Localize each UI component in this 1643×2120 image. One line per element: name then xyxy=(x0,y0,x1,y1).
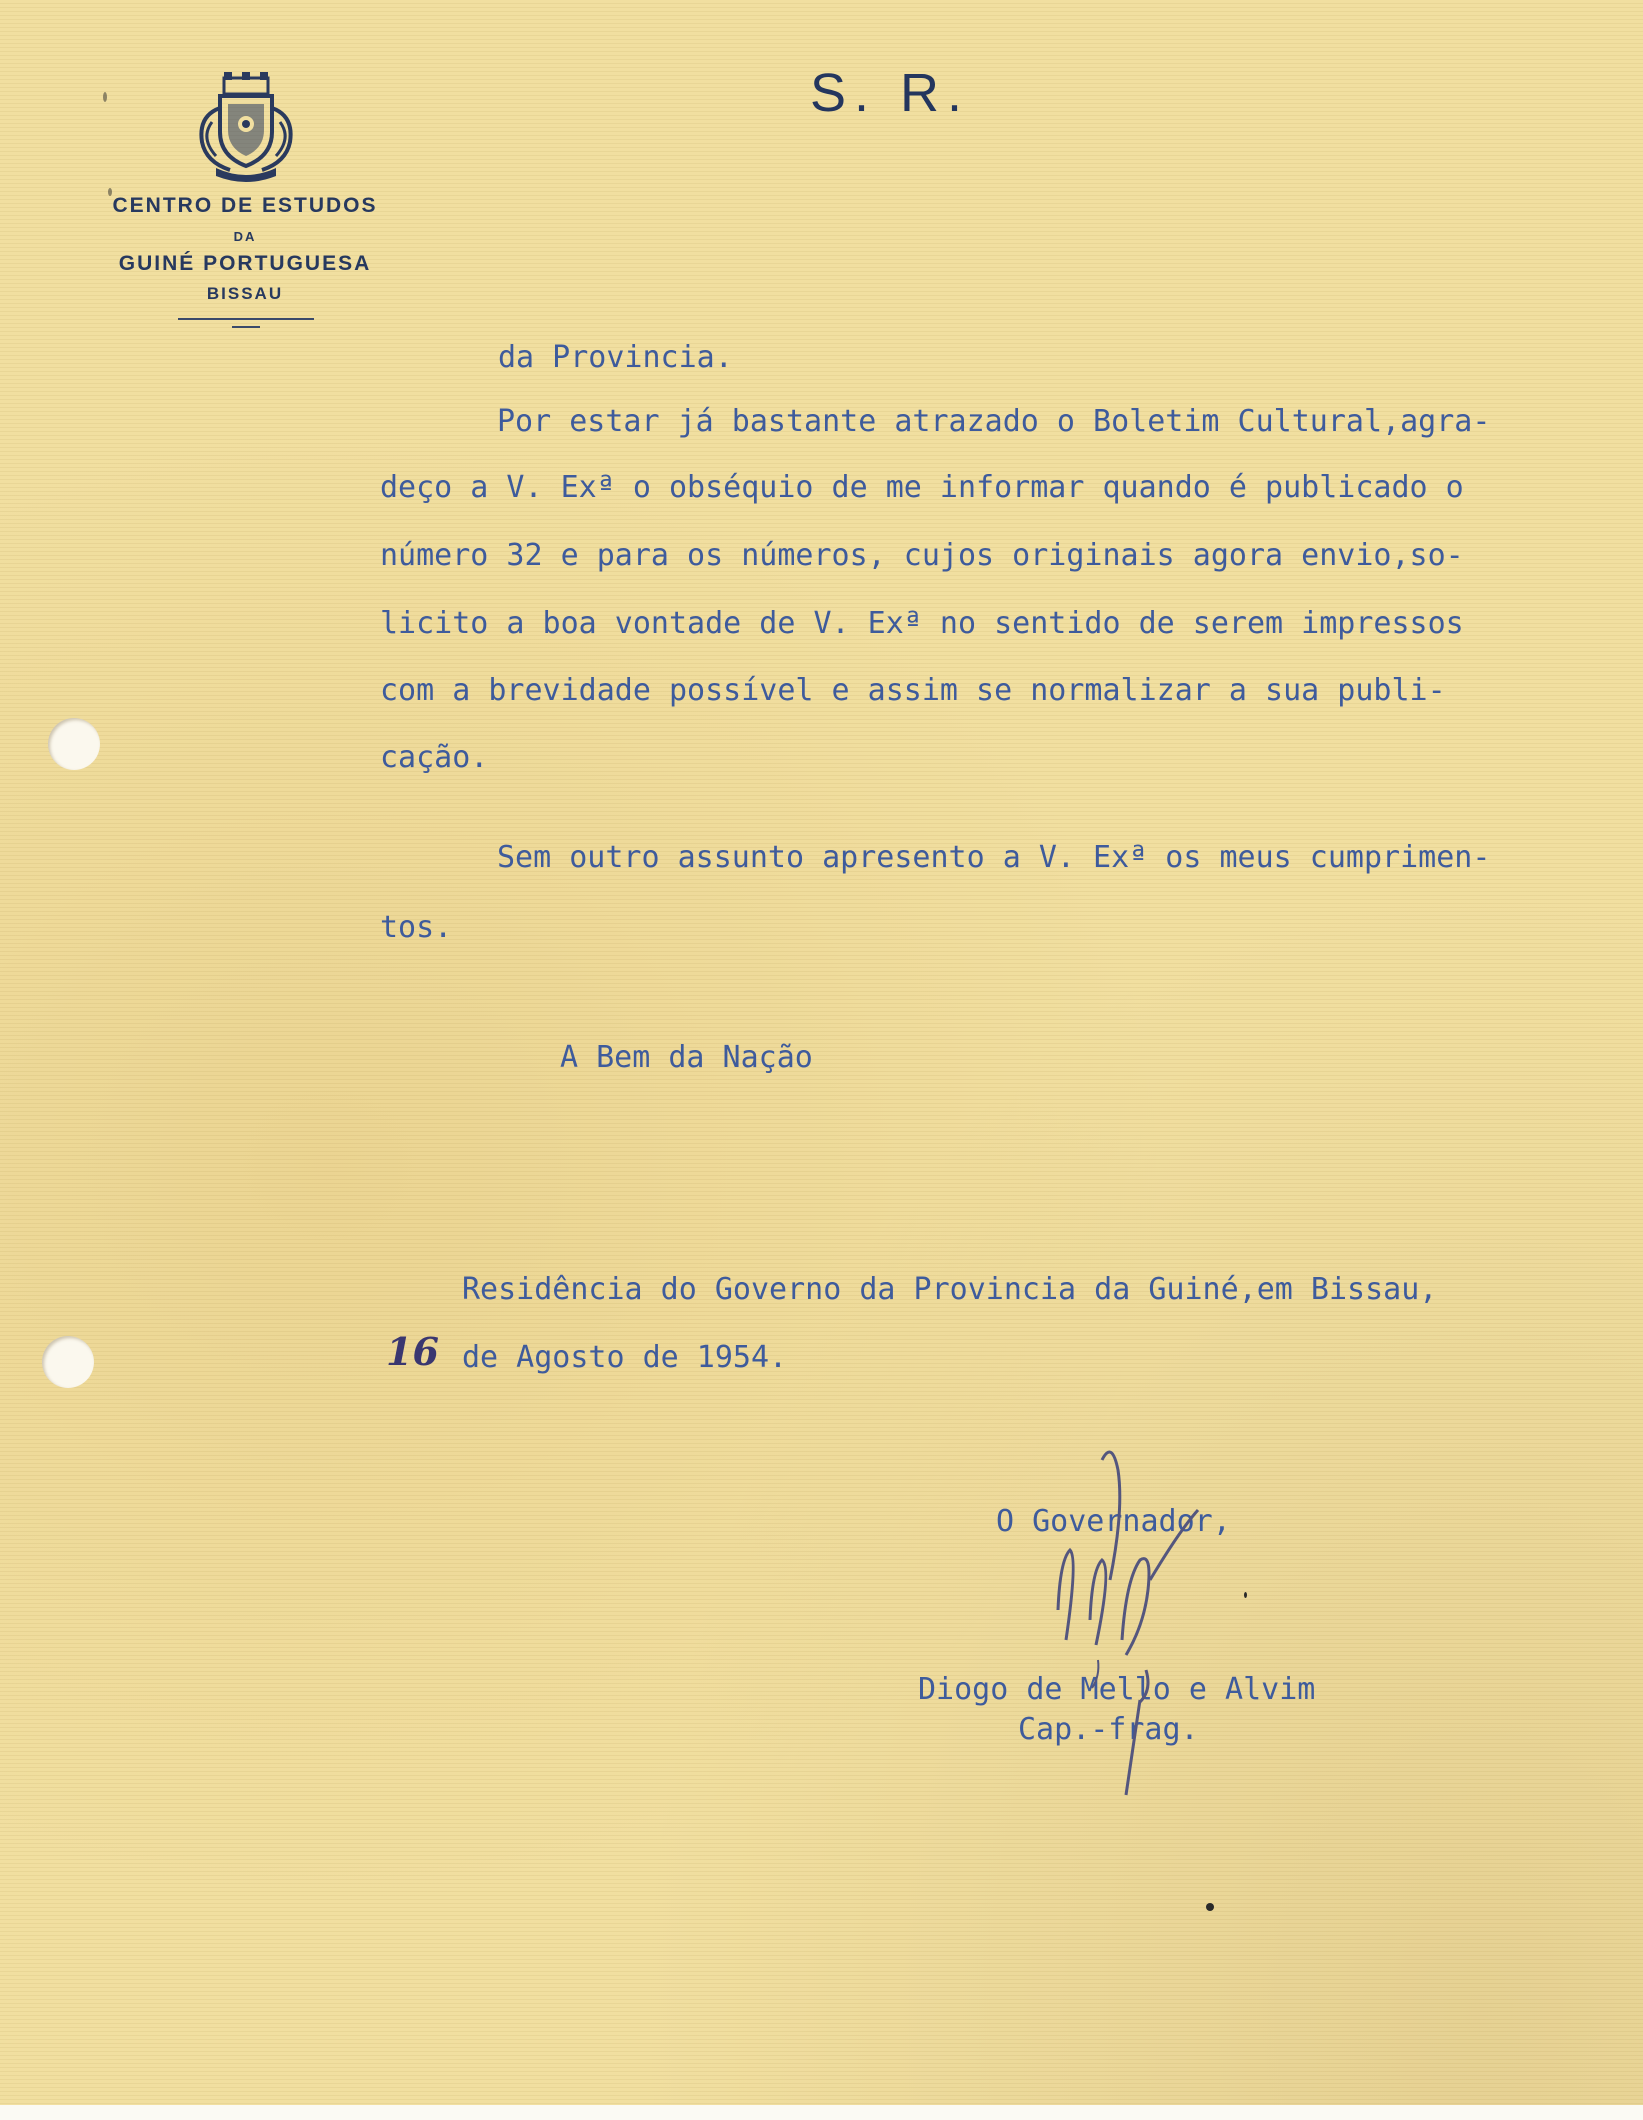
letterhead-da-line: DA xyxy=(233,229,257,244)
salutation-end: da Provincia. xyxy=(498,340,733,375)
page-bottom-edge xyxy=(0,2105,1643,2120)
signature-mark xyxy=(1030,1440,1230,1800)
ink-speck xyxy=(108,188,112,196)
closing-line-1: Sem outro assunto apresento a V. Exª os meus cumprimen- xyxy=(497,840,1491,875)
motto: A Bem da Nação xyxy=(560,1040,813,1075)
ink-speck xyxy=(1244,1592,1247,1598)
ink-speck xyxy=(1206,1903,1214,1911)
letterhead-guine-line: GUINÉ PORTUGUESA xyxy=(118,252,372,275)
ink-speck xyxy=(103,92,107,102)
letterhead-rule xyxy=(178,318,314,320)
handwritten-day: 16 xyxy=(386,1329,439,1374)
punch-hole-bottom xyxy=(42,1336,94,1388)
signer-name: Diogo de Mello e Alvim xyxy=(918,1672,1316,1707)
punch-hole-top xyxy=(48,718,100,770)
place-line: Residência do Governo da Provincia da Guiné,em Bissau, xyxy=(462,1272,1438,1307)
signer-rank: Cap.-frag. xyxy=(1018,1712,1199,1747)
letterhead-city-line: BISSAU xyxy=(206,284,284,303)
body-line-4: licito a boa vontade de V. Exª no sentido de serem impressos xyxy=(380,606,1464,641)
signoff: O Governador, xyxy=(996,1504,1231,1539)
body-line-6: cação. xyxy=(380,740,489,775)
letterhead-short-rule xyxy=(232,326,260,328)
closing-line-2: tos. xyxy=(380,910,453,945)
body-line-1: Por estar já bastante atrazado o Boletim Cultural,agra- xyxy=(497,404,1491,439)
body-line-2: deço a V. Exª o obséquio de me informar quando é publicado o xyxy=(380,470,1464,505)
date-line: de Agosto de 1954. xyxy=(462,1340,788,1375)
body-line-3: número 32 e para os números, cujos originais agora envio,so- xyxy=(380,538,1464,573)
body-line-5: com a brevidade possível e assim se normalizar a sua publi- xyxy=(380,673,1446,708)
coat-of-arms-icon xyxy=(190,72,302,182)
letterhead-title-line: CENTRO DE ESTUDOS xyxy=(112,194,378,217)
reference-heading: S. R. xyxy=(809,63,971,123)
